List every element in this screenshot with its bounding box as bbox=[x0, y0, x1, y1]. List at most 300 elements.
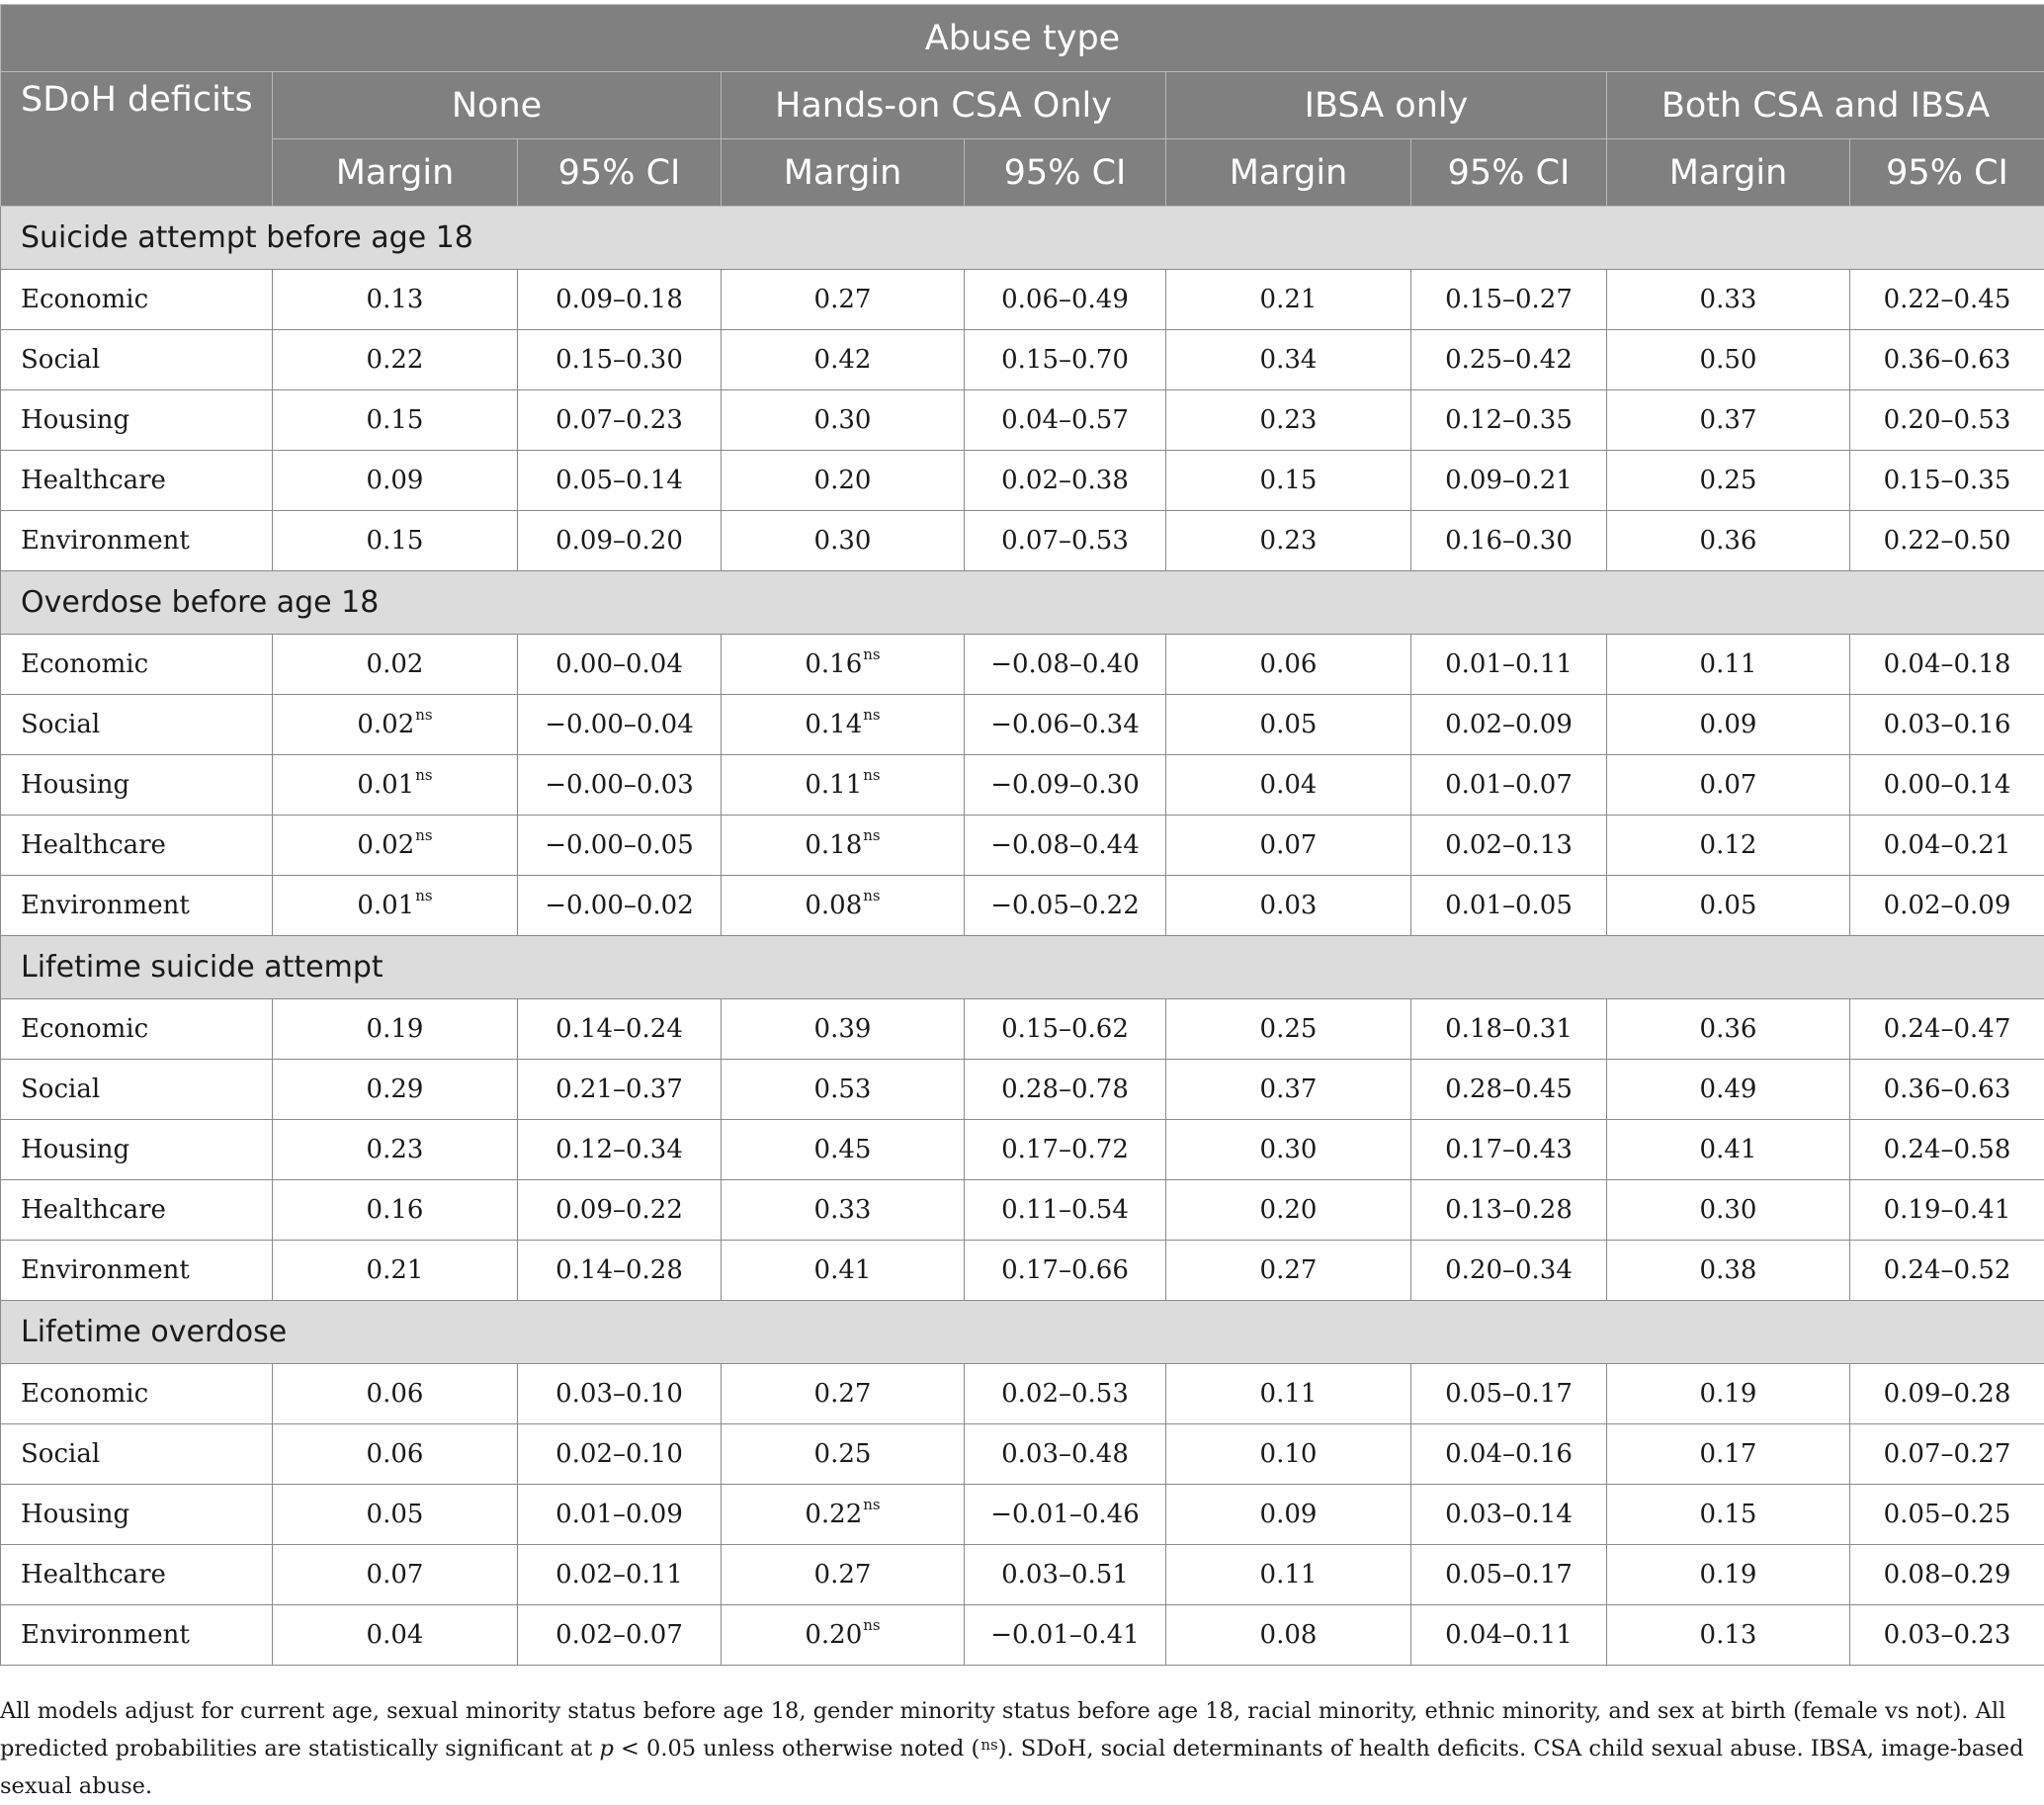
margin-cell bbox=[1166, 1424, 1411, 1485]
section-row bbox=[1, 571, 2044, 635]
table-row bbox=[1, 816, 2044, 876]
margin-value: 0.15 bbox=[367, 526, 424, 556]
margin-cell bbox=[1607, 451, 1850, 511]
row-label: Housing bbox=[1, 1485, 273, 1545]
ci-cell: −0.00–0.03 bbox=[518, 755, 722, 816]
margin-cell bbox=[1607, 876, 1850, 936]
margin-value: 0.15 bbox=[367, 405, 424, 435]
margin-value: 0.09 bbox=[367, 466, 424, 495]
margin-cell bbox=[1166, 1060, 1411, 1120]
ci-cell: −0.08–0.44 bbox=[965, 816, 1166, 876]
section-title: Overdose before age 18 bbox=[1, 571, 2044, 635]
margin-value: 0.25 bbox=[1700, 466, 1757, 495]
ci-cell: 0.00–0.04 bbox=[518, 635, 722, 695]
ns-marker: ns bbox=[863, 887, 880, 904]
ci-cell: 0.07–0.27 bbox=[1850, 1424, 2044, 1485]
footnote-text-3: ). SDoH, social determinants of health deficits. CSA child sexual abuse. IBSA, image-based sexual abuse. bbox=[0, 1736, 2024, 1799]
table-row bbox=[1, 755, 2044, 816]
table-row bbox=[1, 1180, 2044, 1241]
ci-header: 95% CI bbox=[1850, 139, 2044, 207]
margin-cell bbox=[273, 1060, 518, 1120]
margin-cell bbox=[1166, 999, 1411, 1060]
margin-value: 0.10 bbox=[1260, 1439, 1318, 1469]
margin-value: 0.07 bbox=[1260, 830, 1318, 860]
margin-value: 0.22 bbox=[367, 345, 424, 375]
table-row bbox=[1, 1424, 2044, 1485]
ns-marker: ns bbox=[415, 826, 432, 844]
margin-cell bbox=[722, 1485, 965, 1545]
row-label: Social bbox=[1, 695, 273, 755]
margin-value: 0.09 bbox=[1700, 710, 1757, 739]
ns-marker: ns bbox=[863, 706, 880, 724]
row-label: Social bbox=[1, 1424, 273, 1485]
margin-cell bbox=[1607, 999, 1850, 1060]
ci-cell: 0.12–0.35 bbox=[1411, 390, 1607, 451]
ci-cell: 0.17–0.43 bbox=[1411, 1120, 1607, 1180]
row-label: Environment bbox=[1, 511, 273, 571]
ci-cell: 0.02–0.53 bbox=[965, 1364, 1166, 1424]
margin-cell bbox=[722, 1364, 965, 1424]
section-title: Lifetime overdose bbox=[1, 1301, 2044, 1364]
margin-value: 0.30 bbox=[814, 405, 872, 435]
margin-cell bbox=[273, 1424, 518, 1485]
ci-cell: 0.09–0.22 bbox=[518, 1180, 722, 1241]
margin-cell bbox=[722, 1545, 965, 1605]
margin-cell bbox=[722, 999, 965, 1060]
margin-value: 0.25 bbox=[1260, 1014, 1318, 1044]
footnote-text-1: All models adjust for current age, sexual minority status before age 18, gender minority status before age 18, racial minority, ethnic minority, and sex at birth (female vs not). All predicted probabilities are statistically significant at bbox=[0, 1698, 2005, 1762]
group-header-both: Both CSA and IBSA bbox=[1607, 72, 2044, 139]
ns-marker: ns bbox=[415, 766, 432, 784]
margin-cell bbox=[1607, 635, 1850, 695]
table-row bbox=[1, 390, 2044, 451]
ci-cell: 0.15–0.35 bbox=[1850, 451, 2044, 511]
margin-cell bbox=[273, 755, 518, 816]
margin-cell bbox=[1166, 755, 1411, 816]
ci-cell: −0.05–0.22 bbox=[965, 876, 1166, 936]
table-row bbox=[1, 999, 2044, 1060]
margin-value: 0.50 bbox=[1700, 345, 1757, 375]
margin-value: 0.20 bbox=[814, 466, 872, 495]
margin-value: 0.09 bbox=[1260, 1500, 1318, 1529]
ci-cell: −0.00–0.05 bbox=[518, 816, 722, 876]
section-title: Lifetime suicide attempt bbox=[1, 936, 2044, 999]
margin-value: 0.37 bbox=[1260, 1074, 1318, 1104]
ci-cell: 0.03–0.16 bbox=[1850, 695, 2044, 755]
margin-cell bbox=[273, 1180, 518, 1241]
table-row bbox=[1, 270, 2044, 330]
ci-cell: 0.04–0.57 bbox=[965, 390, 1166, 451]
row-label: Healthcare bbox=[1, 451, 273, 511]
footnote-ns-marker: ns bbox=[980, 1736, 997, 1754]
ci-cell: 0.13–0.28 bbox=[1411, 1180, 1607, 1241]
margin-cell bbox=[273, 695, 518, 755]
ci-cell: 0.05–0.25 bbox=[1850, 1485, 2044, 1545]
margin-header: Margin bbox=[722, 139, 965, 207]
margin-cell bbox=[273, 1120, 518, 1180]
ci-cell: 0.36–0.63 bbox=[1850, 1060, 2044, 1120]
margin-cell bbox=[722, 695, 965, 755]
ci-cell: 0.01–0.07 bbox=[1411, 755, 1607, 816]
margin-cell bbox=[273, 390, 518, 451]
margin-value: 0.27 bbox=[1260, 1255, 1318, 1285]
ci-header: 95% CI bbox=[518, 139, 722, 207]
ci-cell: 0.17–0.66 bbox=[965, 1241, 1166, 1301]
margin-value: 0.45 bbox=[814, 1135, 872, 1164]
margin-value: 0.19 bbox=[1700, 1379, 1757, 1409]
sdoh-deficits-header: SDoH deficits bbox=[1, 72, 273, 207]
margin-value: 0.02 bbox=[367, 649, 424, 679]
margin-value: 0.08 bbox=[1260, 1620, 1318, 1650]
margin-value: 0.27 bbox=[814, 1379, 872, 1409]
ci-cell: −0.09–0.30 bbox=[965, 755, 1166, 816]
table-header bbox=[1, 5, 2044, 207]
margin-value: 0.17 bbox=[1700, 1439, 1757, 1469]
margin-value: 0.15 bbox=[1260, 466, 1318, 495]
table-row bbox=[1, 1485, 2044, 1545]
margin-value: 0.30 bbox=[814, 526, 872, 556]
ci-cell: 0.01–0.09 bbox=[518, 1485, 722, 1545]
margin-value: 0.27 bbox=[814, 285, 872, 314]
margin-value: 0.49 bbox=[1700, 1074, 1757, 1104]
ci-cell: 0.15–0.70 bbox=[965, 330, 1166, 390]
ci-cell: 0.05–0.17 bbox=[1411, 1364, 1607, 1424]
row-label: Social bbox=[1, 1060, 273, 1120]
margin-value: 0.23 bbox=[1260, 405, 1318, 435]
margin-value: 0.14 bbox=[805, 710, 862, 739]
ci-cell: 0.24–0.52 bbox=[1850, 1241, 2044, 1301]
ci-cell: 0.05–0.17 bbox=[1411, 1545, 1607, 1605]
margin-cell bbox=[1166, 1545, 1411, 1605]
ci-cell: 0.08–0.29 bbox=[1850, 1545, 2044, 1605]
margin-value: 0.07 bbox=[367, 1560, 424, 1590]
table-row bbox=[1, 1605, 2044, 1666]
ci-cell: 0.14–0.24 bbox=[518, 999, 722, 1060]
margin-value: 0.11 bbox=[1700, 649, 1757, 679]
margin-cell bbox=[722, 1605, 965, 1666]
row-label: Environment bbox=[1, 1241, 273, 1301]
margin-cell bbox=[1166, 1241, 1411, 1301]
margin-value: 0.08 bbox=[805, 891, 862, 920]
ci-cell: 0.17–0.72 bbox=[965, 1120, 1166, 1180]
ns-marker: ns bbox=[863, 1496, 880, 1513]
margin-cell bbox=[273, 999, 518, 1060]
margin-value: 0.41 bbox=[1700, 1135, 1757, 1164]
margin-value: 0.01 bbox=[357, 891, 414, 920]
margin-value: 0.11 bbox=[805, 770, 862, 800]
ci-cell: 0.07–0.53 bbox=[965, 511, 1166, 571]
margin-cell bbox=[1166, 511, 1411, 571]
ci-cell: 0.02–0.10 bbox=[518, 1424, 722, 1485]
group-header-ibsa-only: IBSA only bbox=[1166, 72, 1607, 139]
margin-value: 0.04 bbox=[1260, 770, 1318, 800]
ci-cell: 0.04–0.18 bbox=[1850, 635, 2044, 695]
ci-cell: 0.04–0.11 bbox=[1411, 1605, 1607, 1666]
margin-cell bbox=[1607, 330, 1850, 390]
table-row bbox=[1, 695, 2044, 755]
ns-marker: ns bbox=[863, 645, 880, 663]
margin-value: 0.36 bbox=[1700, 526, 1757, 556]
margin-value: 0.23 bbox=[367, 1135, 424, 1164]
footnote-text-2: < 0.05 unless otherwise noted ( bbox=[614, 1736, 980, 1762]
margin-value: 0.42 bbox=[814, 345, 872, 375]
margin-value: 0.13 bbox=[1700, 1620, 1757, 1650]
margin-cell bbox=[1607, 1424, 1850, 1485]
margin-cell bbox=[1607, 1060, 1850, 1120]
margin-cell bbox=[273, 451, 518, 511]
margin-cell bbox=[273, 270, 518, 330]
ci-cell: 0.24–0.58 bbox=[1850, 1120, 2044, 1180]
margin-value: 0.37 bbox=[1700, 405, 1757, 435]
margin-cell bbox=[722, 1120, 965, 1180]
margin-value: 0.06 bbox=[367, 1379, 424, 1409]
ci-cell: −0.00–0.04 bbox=[518, 695, 722, 755]
table-row bbox=[1, 451, 2044, 511]
table-row bbox=[1, 1364, 2044, 1424]
ci-cell: 0.03–0.51 bbox=[965, 1545, 1166, 1605]
margin-cell bbox=[1166, 816, 1411, 876]
margin-value: 0.19 bbox=[367, 1014, 424, 1044]
margin-cell bbox=[1607, 1120, 1850, 1180]
margin-cell bbox=[722, 755, 965, 816]
margin-cell bbox=[1607, 1605, 1850, 1666]
margin-cell bbox=[273, 816, 518, 876]
margin-value: 0.16 bbox=[367, 1195, 424, 1225]
table-row bbox=[1, 876, 2044, 936]
margin-cell bbox=[1166, 1120, 1411, 1180]
ci-cell: 0.28–0.78 bbox=[965, 1060, 1166, 1120]
margin-value: 0.11 bbox=[1260, 1379, 1318, 1409]
ci-cell: 0.22–0.50 bbox=[1850, 511, 2044, 571]
table-footnote bbox=[0, 1692, 2036, 1805]
margin-value: 0.19 bbox=[1700, 1560, 1757, 1590]
margin-cell bbox=[1166, 695, 1411, 755]
row-label: Environment bbox=[1, 1605, 273, 1666]
margin-cell bbox=[1607, 270, 1850, 330]
margin-header: Margin bbox=[1607, 139, 1850, 207]
ci-cell: −0.06–0.34 bbox=[965, 695, 1166, 755]
margin-value: 0.38 bbox=[1700, 1255, 1757, 1285]
margin-value: 0.36 bbox=[1700, 1014, 1757, 1044]
ci-cell: −0.01–0.41 bbox=[965, 1605, 1166, 1666]
margin-value: 0.13 bbox=[367, 285, 424, 314]
ns-marker: ns bbox=[863, 766, 880, 784]
margin-cell bbox=[722, 1424, 965, 1485]
ci-cell: 0.01–0.11 bbox=[1411, 635, 1607, 695]
ci-cell: −0.08–0.40 bbox=[965, 635, 1166, 695]
table-row bbox=[1, 635, 2044, 695]
ci-cell: −0.01–0.46 bbox=[965, 1485, 1166, 1545]
ci-cell: 0.09–0.21 bbox=[1411, 451, 1607, 511]
ci-cell: 0.05–0.14 bbox=[518, 451, 722, 511]
margin-value: 0.11 bbox=[1260, 1560, 1318, 1590]
ci-cell: 0.03–0.10 bbox=[518, 1364, 722, 1424]
ci-cell: 0.36–0.63 bbox=[1850, 330, 2044, 390]
row-label: Social bbox=[1, 330, 273, 390]
margin-cell bbox=[1166, 1180, 1411, 1241]
margin-value: 0.02 bbox=[357, 830, 414, 860]
ci-cell: 0.09–0.18 bbox=[518, 270, 722, 330]
margin-cell bbox=[722, 511, 965, 571]
margin-value: 0.27 bbox=[814, 1560, 872, 1590]
margin-value: 0.53 bbox=[814, 1074, 872, 1104]
ci-cell: 0.02–0.09 bbox=[1411, 695, 1607, 755]
row-label: Economic bbox=[1, 1364, 273, 1424]
margin-cell bbox=[1166, 1364, 1411, 1424]
margin-cell bbox=[1607, 755, 1850, 816]
margin-cell bbox=[1607, 390, 1850, 451]
margin-value: 0.21 bbox=[1260, 285, 1318, 314]
ci-cell: 0.09–0.20 bbox=[518, 511, 722, 571]
group-header-none: None bbox=[273, 72, 722, 139]
margin-cell bbox=[722, 1180, 965, 1241]
margin-cell bbox=[273, 511, 518, 571]
ci-cell: 0.09–0.28 bbox=[1850, 1364, 2044, 1424]
margin-cell bbox=[1166, 451, 1411, 511]
ci-cell: 0.16–0.30 bbox=[1411, 511, 1607, 571]
ci-cell: 0.15–0.30 bbox=[518, 330, 722, 390]
margin-cell bbox=[1607, 1545, 1850, 1605]
ci-cell: 0.02–0.07 bbox=[518, 1605, 722, 1666]
margin-value: 0.23 bbox=[1260, 526, 1318, 556]
ci-cell: 0.20–0.34 bbox=[1411, 1241, 1607, 1301]
ci-cell: 0.28–0.45 bbox=[1411, 1060, 1607, 1120]
margin-value: 0.16 bbox=[805, 649, 862, 679]
footnote-p-symbol: p bbox=[599, 1736, 613, 1762]
margin-value: 0.29 bbox=[367, 1074, 424, 1104]
table-row bbox=[1, 1545, 2044, 1605]
row-label: Healthcare bbox=[1, 1545, 273, 1605]
row-label: Healthcare bbox=[1, 1180, 273, 1241]
margin-cell bbox=[1166, 270, 1411, 330]
row-label: Healthcare bbox=[1, 816, 273, 876]
margin-cell bbox=[722, 876, 965, 936]
margin-value: 0.30 bbox=[1700, 1195, 1757, 1225]
section-row bbox=[1, 207, 2044, 270]
ci-cell: 0.24–0.47 bbox=[1850, 999, 2044, 1060]
group-header-hands-on-csa: Hands-on CSA Only bbox=[722, 72, 1166, 139]
margin-cell bbox=[722, 451, 965, 511]
margin-value: 0.41 bbox=[814, 1255, 872, 1285]
margin-cell bbox=[1166, 390, 1411, 451]
margin-cell bbox=[273, 1485, 518, 1545]
section-row bbox=[1, 936, 2044, 999]
margin-cell bbox=[273, 1605, 518, 1666]
ci-cell: 0.02–0.13 bbox=[1411, 816, 1607, 876]
ci-cell: 0.02–0.38 bbox=[965, 451, 1166, 511]
margin-cell bbox=[722, 270, 965, 330]
ci-cell: 0.04–0.21 bbox=[1850, 816, 2044, 876]
margin-cell bbox=[722, 1060, 965, 1120]
margin-cell bbox=[273, 1545, 518, 1605]
margin-value: 0.06 bbox=[1260, 649, 1318, 679]
margin-value: 0.20 bbox=[805, 1620, 862, 1650]
ci-cell: 0.02–0.09 bbox=[1850, 876, 2044, 936]
table-row bbox=[1, 511, 2044, 571]
margin-value: 0.20 bbox=[1260, 1195, 1318, 1225]
margin-cell bbox=[1166, 330, 1411, 390]
row-label: Environment bbox=[1, 876, 273, 936]
ns-marker: ns bbox=[415, 706, 432, 724]
ci-cell: 0.06–0.49 bbox=[965, 270, 1166, 330]
margin-value: 0.03 bbox=[1260, 891, 1318, 920]
section-title: Suicide attempt before age 18 bbox=[1, 207, 2044, 270]
ci-cell: 0.20–0.53 bbox=[1850, 390, 2044, 451]
table-body bbox=[1, 207, 2044, 1666]
margin-value: 0.33 bbox=[814, 1195, 872, 1225]
margin-cell bbox=[1607, 695, 1850, 755]
margin-value: 0.06 bbox=[367, 1439, 424, 1469]
ci-cell: 0.19–0.41 bbox=[1850, 1180, 2044, 1241]
margin-value: 0.30 bbox=[1260, 1135, 1318, 1164]
margin-cell bbox=[1166, 1485, 1411, 1545]
abuse-type-header: Abuse type bbox=[1, 5, 2044, 72]
margin-cell bbox=[1166, 876, 1411, 936]
margin-header: Margin bbox=[273, 139, 518, 207]
margin-cell bbox=[722, 330, 965, 390]
table-row bbox=[1, 330, 2044, 390]
ci-cell: 0.12–0.34 bbox=[518, 1120, 722, 1180]
margin-value: 0.12 bbox=[1700, 830, 1757, 860]
ns-marker: ns bbox=[863, 1616, 880, 1634]
table-row bbox=[1, 1060, 2044, 1120]
margin-value: 0.05 bbox=[367, 1500, 424, 1529]
margin-value: 0.33 bbox=[1700, 285, 1757, 314]
ci-cell: 0.14–0.28 bbox=[518, 1241, 722, 1301]
ci-cell: 0.00–0.14 bbox=[1850, 755, 2044, 816]
ci-cell: 0.04–0.16 bbox=[1411, 1424, 1607, 1485]
ns-marker: ns bbox=[863, 826, 880, 844]
row-label: Housing bbox=[1, 1120, 273, 1180]
margin-cell bbox=[1607, 1241, 1850, 1301]
ci-cell: 0.18–0.31 bbox=[1411, 999, 1607, 1060]
margin-cell bbox=[722, 390, 965, 451]
ci-cell: 0.15–0.27 bbox=[1411, 270, 1607, 330]
row-label: Economic bbox=[1, 635, 273, 695]
margin-value: 0.07 bbox=[1700, 770, 1757, 800]
ci-cell: 0.03–0.48 bbox=[965, 1424, 1166, 1485]
ci-cell: 0.22–0.45 bbox=[1850, 270, 2044, 330]
ci-cell: 0.11–0.54 bbox=[965, 1180, 1166, 1241]
margin-cell bbox=[1607, 511, 1850, 571]
margin-cell bbox=[1607, 1364, 1850, 1424]
margin-value: 0.05 bbox=[1260, 710, 1318, 739]
margin-cell bbox=[722, 816, 965, 876]
ns-marker: ns bbox=[415, 887, 432, 904]
margin-cell bbox=[1607, 816, 1850, 876]
margin-cell bbox=[1607, 1485, 1850, 1545]
margin-value: 0.02 bbox=[357, 710, 414, 739]
margin-value: 0.05 bbox=[1700, 891, 1757, 920]
margin-value: 0.22 bbox=[805, 1500, 862, 1529]
ci-cell: 0.01–0.05 bbox=[1411, 876, 1607, 936]
ci-header: 95% CI bbox=[1411, 139, 1607, 207]
margin-value: 0.39 bbox=[814, 1014, 872, 1044]
row-label: Economic bbox=[1, 270, 273, 330]
row-label: Housing bbox=[1, 755, 273, 816]
margin-cell bbox=[273, 1241, 518, 1301]
row-label: Economic bbox=[1, 999, 273, 1060]
ci-cell: 0.21–0.37 bbox=[518, 1060, 722, 1120]
table-row bbox=[1, 1241, 2044, 1301]
margin-value: 0.04 bbox=[367, 1620, 424, 1650]
ci-cell: −0.00–0.02 bbox=[518, 876, 722, 936]
margin-value: 0.18 bbox=[805, 830, 862, 860]
table-row bbox=[1, 1120, 2044, 1180]
results-table bbox=[0, 4, 2044, 1666]
ci-cell: 0.02–0.11 bbox=[518, 1545, 722, 1605]
margin-cell bbox=[273, 876, 518, 936]
